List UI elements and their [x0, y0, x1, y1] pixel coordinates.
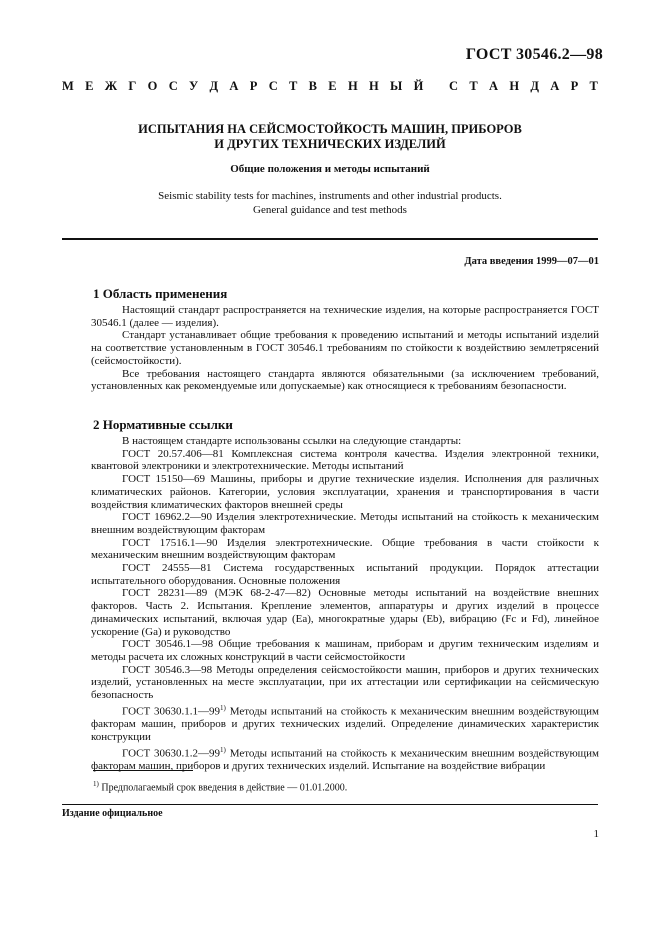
- heading-letter: Т: [469, 79, 478, 93]
- heading-letter: Н: [347, 79, 358, 93]
- heading-letter: Й: [413, 79, 424, 93]
- heading-letter: Е: [85, 79, 94, 93]
- reference-code: ГОСТ 30630.1.2—99: [122, 747, 221, 760]
- reference-item: ГОСТ 24555—81 Система государственных испытаний продукции. Порядок аттестации испытательного оборудования. Основные положения: [91, 562, 599, 587]
- document-title: [62, 122, 598, 152]
- heading-letter: Е: [328, 79, 337, 93]
- paragraph: Стандарт устанавливает общие требования к проведению испытаний и методы испытаний изделий на соответствие установленным в ГОСТ 30546.1 требованиям по стойкости к воздействию землетрясений (сейсмостойкости).: [91, 329, 599, 367]
- heading-letter: Ж: [104, 79, 118, 93]
- reference-text: Методы испытаний на стойкость к механическим внешним воздействующим факторам машин, приборов и других технических изделий. Определение динамических характеристик конструкции: [91, 705, 599, 743]
- reference-item: ГОСТ 28231—89 (МЭК 68-2-47—82) Основные методы испытаний на воздействие внешних факторов. Часть 2. Испытания. Крепление элементов, аппаратуры и других изделий в процессе динамических испытаний, включая удар (Ea), многократные удары (Eb), вибрацию (Fc и Fd), линейное ускорение (Ga) и руководство: [91, 587, 599, 638]
- reference-text: Методы испытаний на стойкость к механическим внешним воздействующим факторам машин, приборов и других технических изделий. Испытание на воздействие вибрации: [91, 747, 599, 772]
- section-2-body: [91, 435, 599, 773]
- introduction-date: Дата введения 1999—07—01: [464, 256, 599, 267]
- heading-letter: С: [168, 79, 178, 93]
- heading-letter: Н: [368, 79, 379, 93]
- title-line-1: ИСПЫТАНИЯ НА СЕЙСМОСТОЙКОСТЬ МАШИН, ПРИБОРОВ: [138, 122, 522, 136]
- heading-letter: Н: [509, 79, 520, 93]
- official-edition-label: Издание официальное: [62, 808, 163, 819]
- heading-letter: Р: [249, 79, 258, 93]
- paragraph: Настоящий стандарт распространяется на технические изделия, на которые распространяется ГОСТ 30546.1 (далее — изделия).: [91, 304, 599, 329]
- section-1-heading: 1 Область применения: [93, 286, 228, 301]
- english-title: [62, 189, 598, 217]
- reference-code: ГОСТ 30630.1.1—99: [122, 705, 221, 718]
- footnote-marker: 1): [220, 703, 226, 712]
- heading-letter: У: [189, 79, 199, 93]
- heading-letter: Р: [570, 79, 579, 93]
- reference-item: ГОСТ 30546.1—98 Общие требования к машинам, приборам и другим техническим изделиям и методы расчета их сложных конструкций в части сейсмостойкости: [91, 638, 599, 663]
- heading-letter: В: [308, 79, 317, 93]
- heading-letter: Д: [530, 79, 539, 93]
- page-number: 1: [593, 828, 599, 840]
- reference-item: [91, 702, 599, 744]
- reference-item: [91, 744, 599, 773]
- heading-letter: [435, 79, 438, 94]
- heading-letter: О: [147, 79, 158, 93]
- title-divider: [62, 238, 598, 240]
- footer-divider: [62, 804, 598, 805]
- paragraph: В настоящем стандарте использованы ссылки на следующие стандарты:: [122, 435, 462, 447]
- heading-letter: Г: [128, 79, 137, 93]
- reference-item: ГОСТ 30546.3—98 Методы определения сейсмостойкости машин, приборов и других технических изделий, установленных на месте эксплуатации, при их аттестации или сертификации на сейсмическую безопасность: [91, 663, 599, 702]
- heading-letter: М: [62, 79, 74, 93]
- section-1-body: [91, 304, 599, 393]
- heading-letter: Т: [589, 79, 598, 93]
- heading-letter: А: [489, 79, 499, 93]
- heading-letter: Т: [289, 79, 298, 93]
- interstate-standard-heading: [62, 79, 598, 94]
- reference-item: ГОСТ 15150—69 Машины, приборы и другие технические изделия. Исполнения для различных климатических районов. Категории, условия эксплуатации, хранения и транспортирования в части воздействия климатических факторов внешней среды: [91, 473, 599, 511]
- heading-letter: Ы: [390, 79, 403, 93]
- reference-item: ГОСТ 17516.1—90 Изделия электротехнические. Общие требования в части стойкости к механическим внешним воздействующим факторам: [91, 536, 599, 562]
- footnote: [93, 780, 347, 793]
- english-title-line-1: Seismic stability tests for machines, instruments and other industrial products.: [158, 190, 502, 202]
- footnote-text: Предполагаемый срок введения в действие — 01.01.2000.: [98, 782, 348, 794]
- document-subtitle: Общие положения и методы испытаний: [230, 163, 430, 175]
- heading-letter: С: [268, 79, 278, 93]
- footnote-divider: [93, 770, 193, 771]
- reference-item: ГОСТ 16962.2—90 Изделия электротехнические. Методы испытаний на стойкость к механическим внешним воздействующим факторам: [91, 511, 599, 536]
- paragraph: Все требования настоящего стандарта являются обязательными (за исключением требований, установленных как рекомендуемые или допускаемые) как относящиеся к требованиям безопасности.: [91, 367, 599, 393]
- footnote-mark: 1): [93, 780, 99, 788]
- heading-letter: А: [550, 79, 560, 93]
- reference-item: ГОСТ 20.57.406—81 Комплексная система контроля качества. Изделия электронной техники, квантовой электроники и электротехнические. Методы испытаний: [91, 447, 599, 473]
- english-title-line-2: General guidance and test methods: [253, 204, 407, 216]
- heading-letter: С: [449, 79, 459, 93]
- document-code: ГОСТ 30546.2—98: [465, 46, 603, 63]
- section-2-heading: 2 Нормативные ссылки: [93, 417, 233, 432]
- heading-letter: А: [229, 79, 239, 93]
- title-line-2: И ДРУГИХ ТЕХНИЧЕСКИХ ИЗДЕЛИЙ: [214, 137, 446, 151]
- footnote-marker: 1): [220, 745, 226, 754]
- heading-letter: Д: [209, 79, 219, 93]
